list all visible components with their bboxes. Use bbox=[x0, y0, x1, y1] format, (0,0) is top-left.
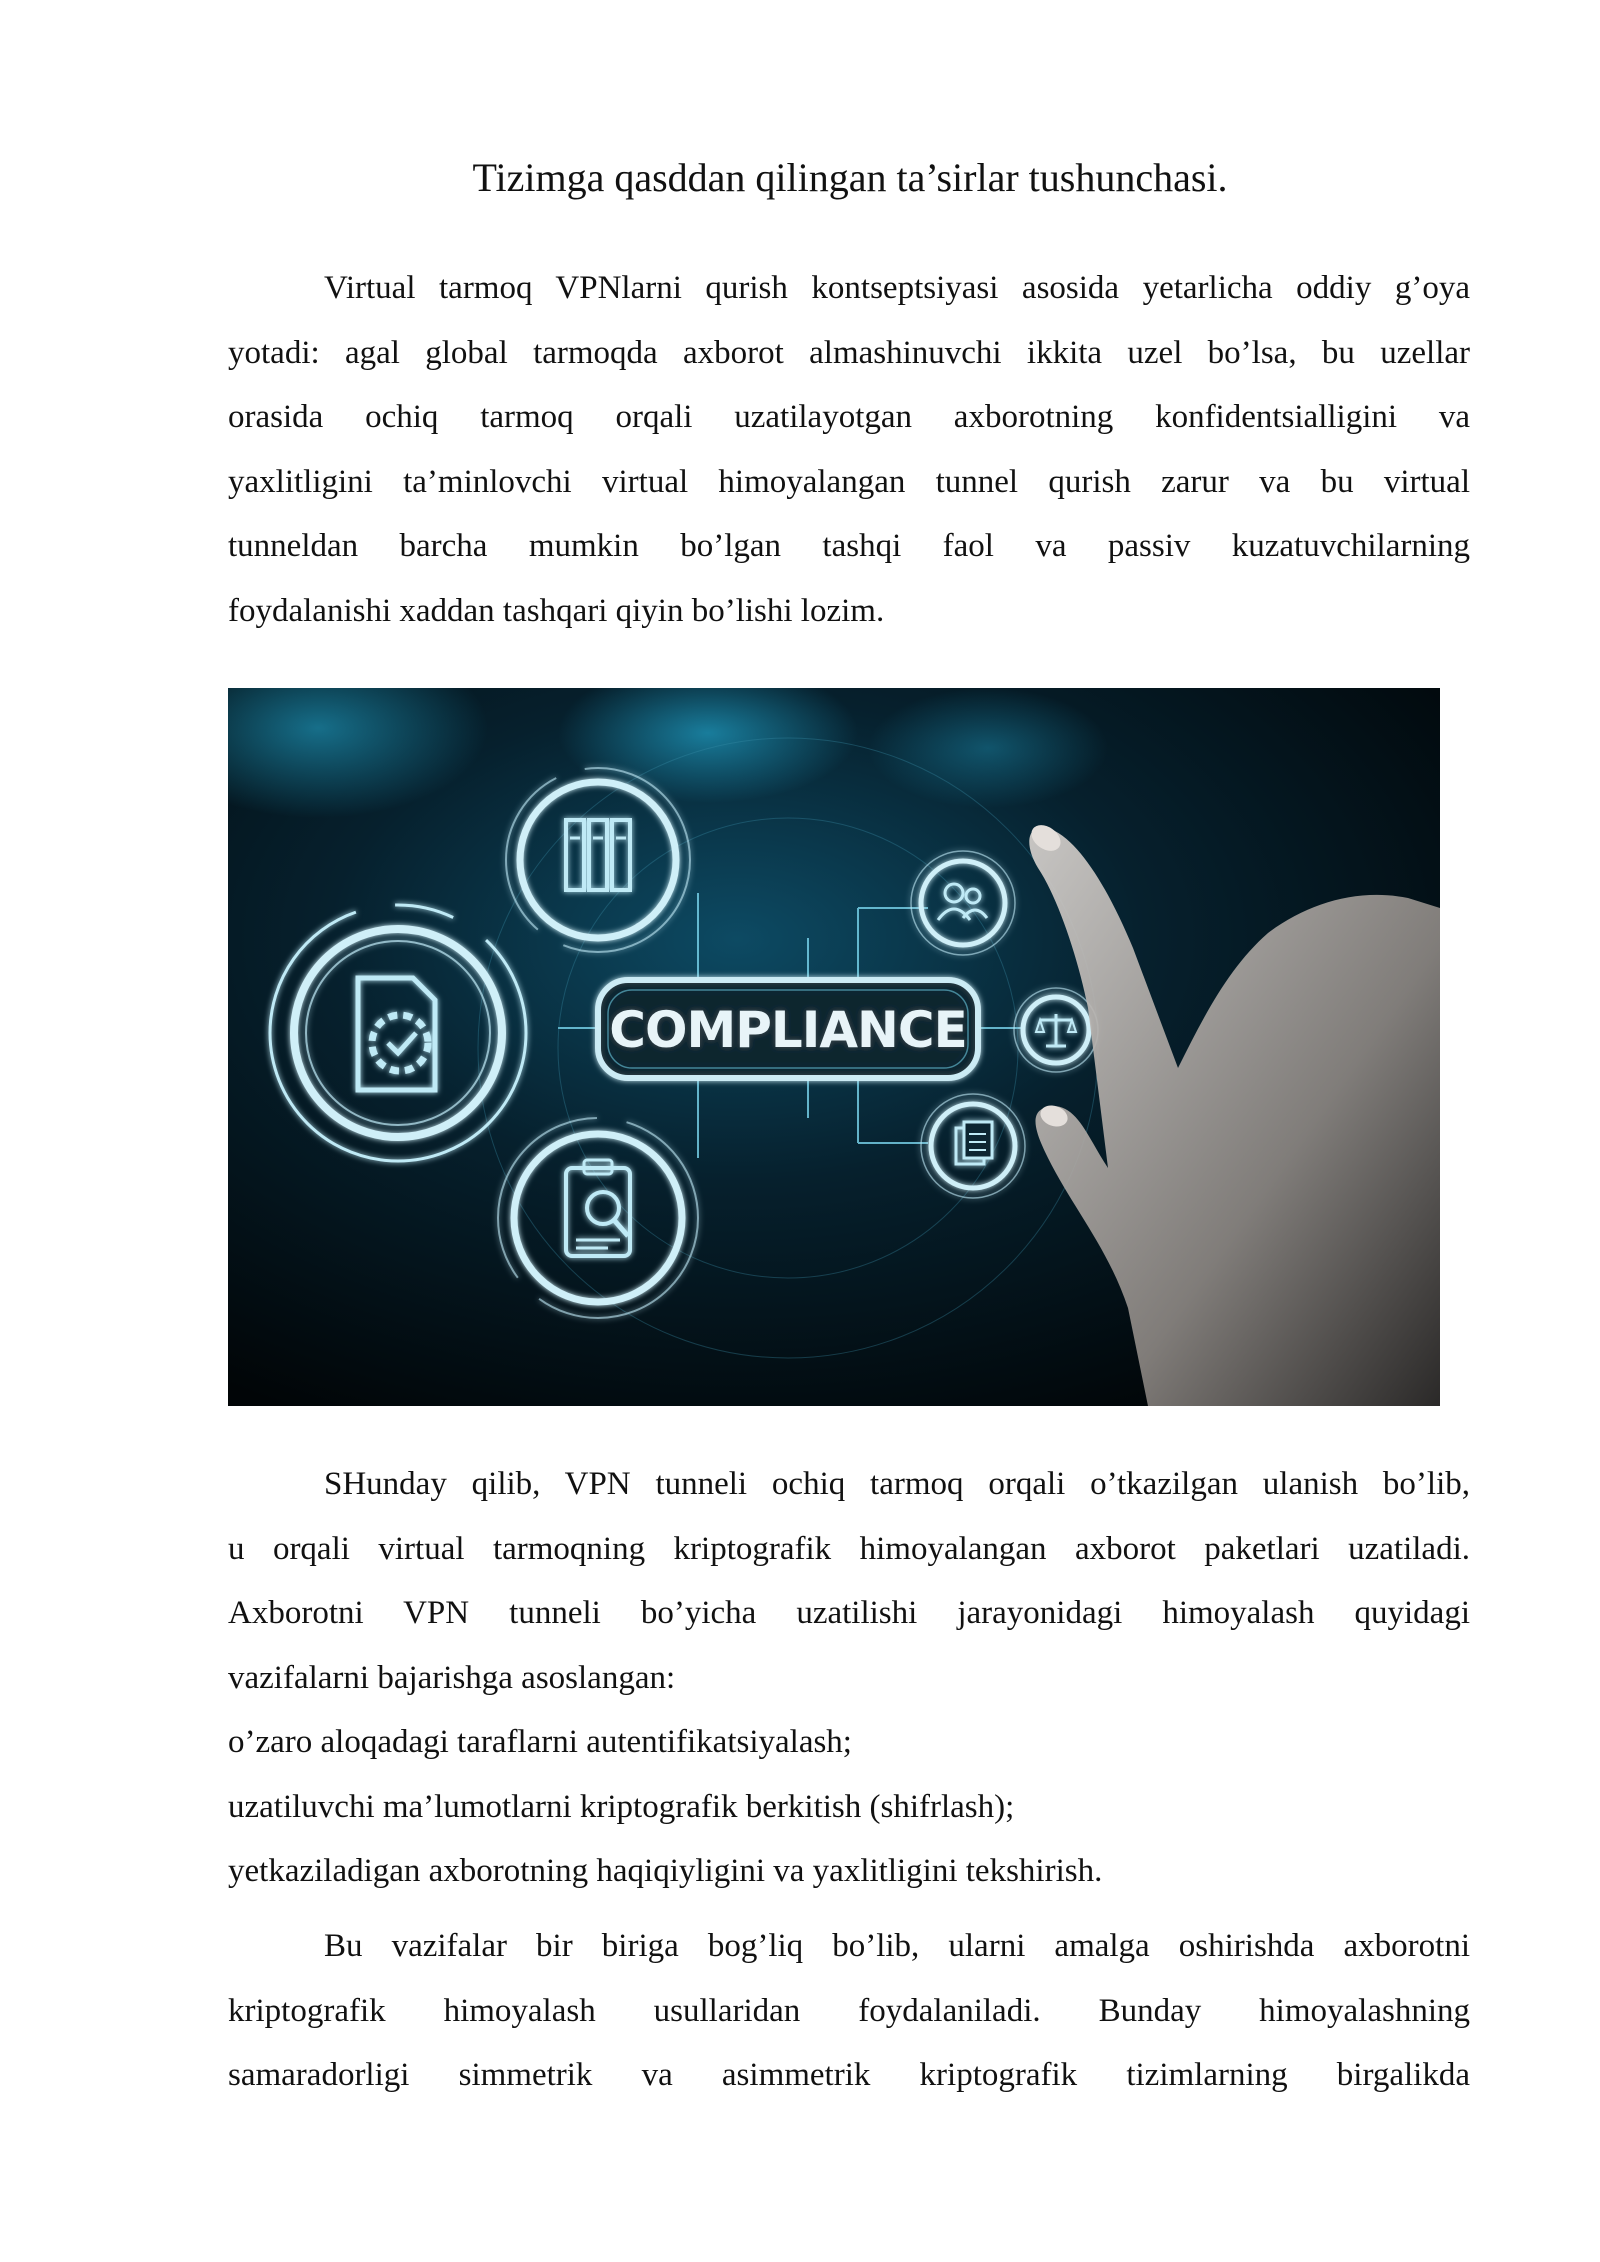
paragraph-line: Virtual tarmoq VPNlarni qurish kontseptsiyasi asosida yetarlicha oddiy g’oya bbox=[324, 270, 1470, 306]
paragraph-line: foydalanishi xaddan tashqari qiyin bo’lishi lozim. bbox=[228, 592, 885, 629]
paragraph-line: yotadi: agal global tarmoqda axborot almashinuvchi ikkita uzel bo’lsa, bu uzellar bbox=[228, 334, 1470, 371]
compliance-label: COMPLIANCE bbox=[609, 1001, 967, 1059]
paragraph-crypto bbox=[228, 1914, 1470, 2108]
list-item: o’zaro aloqadagi taraflarni autentifikatsiyalash; bbox=[228, 1724, 852, 1760]
paragraph-line: u orqali virtual tarmoqning kriptografik himoyalangan axborot paketlari uzatiladi. bbox=[228, 1530, 1470, 1567]
paragraph-line: tunneldan barcha mumkin bo’lgan tashqi faol va passiv kuzatuvchilarning bbox=[228, 528, 1470, 564]
paragraph-line: Axborotni VPN tunneli bo’yicha uzatilishi jarayonidagi himoyalash quyidagi bbox=[228, 1595, 1470, 1631]
paragraph-line: yaxlitligini ta’minlovchi virtual himoyalangan tunnel qurish zarur va bu virtual bbox=[228, 463, 1470, 500]
paragraph-line: kriptografik himoyalash usullaridan foydalaniladi. Bunday himoyalashning bbox=[228, 1992, 1470, 2029]
paragraph-line: orasida ochiq tarmoq orqali uzatilayotgan axborotning konfidentsialligini va bbox=[228, 399, 1470, 435]
list-item: yetkaziladigan axborotning haqiqiyligini va yaxlitligini tekshirish. bbox=[228, 1853, 1103, 1889]
paragraph-intro bbox=[228, 256, 1470, 643]
compliance-pill bbox=[598, 980, 978, 1078]
list-item: uzatiluvchi ma’lumotlarni kriptografik berkitish (shifrlash); bbox=[228, 1788, 1015, 1825]
paragraph-line: vazifalarni bajarishga asoslangan: bbox=[228, 1659, 676, 1696]
paragraph-line: Bu vazifalar bir biriga bog’liq bo’lib, ularni amalga oshirishda axborotni bbox=[324, 1928, 1470, 1964]
paragraph-line: SHunday qilib, VPN tunneli ochiq tarmoq orqali o’tkazilgan ulanish bo’lib, bbox=[324, 1466, 1470, 1502]
paragraph-line: samaradorligi simmetrik va asimmetrik kriptografik tizimlarning birgalikda bbox=[228, 2057, 1470, 2093]
page-title: Tizimga qasddan qilingan ta’sirlar tushunchasi. bbox=[472, 155, 1228, 200]
compliance-illustration bbox=[228, 688, 1440, 1406]
paragraph-vpn-tunnel bbox=[228, 1452, 1470, 1904]
